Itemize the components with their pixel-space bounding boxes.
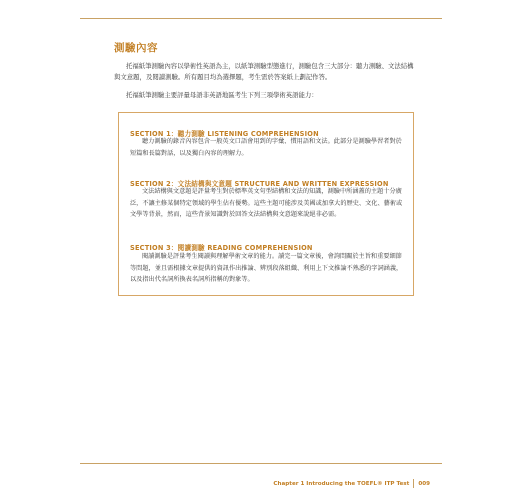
section-2-body: 文法結構與文意題是評量考生對於標準英文句型結構和文法的知識，測驗中所涵蓋的主題十分廣泛，不讓主修某個特定領域的學生佔有優勢。這些主題可能涉及美國或加拿大的歷史、文化、藝術或文學等背景，然而，這些背景知識對於回答文法結構與文意題來說絕非必需。 xyxy=(130,188,403,219)
section-2-title: SECTION 2：文法結構與文意題 STRUCTURE AND WRITTEN EXPRESSION xyxy=(130,180,389,188)
top-rule xyxy=(80,18,442,19)
footer-divider xyxy=(413,479,414,488)
footer-chapter: Chapter 1 Introducing the TOEFL® ITP Test xyxy=(273,480,410,487)
bottom-rule xyxy=(80,463,442,464)
page-footer xyxy=(270,479,430,488)
section-1-title: SECTION 1：聽力測驗 LISTENING COMPREHENSION xyxy=(130,130,319,138)
page-heading: 測驗內容 xyxy=(114,42,158,54)
intro-paragraph-2: 托福紙筆測驗主要評量母語非英語地區考生下列三項學術英語能力： xyxy=(126,91,318,99)
section-3-title: SECTION 3：閱讀測驗 READING COMPREHENSION xyxy=(130,244,313,252)
footer-page-number: 009 xyxy=(418,480,430,487)
section-3-body: 閱讀測驗是評量考生閱讀與理解學術文章的能力。讀完一篇文章後，會詢問關於主旨和重要細節等問題，並且需根據文章提供的資訊作出推論、辨別段落組織、利用上下文推論不熟悉的字詞涵義，以及指出代名詞所換表名詞所指稱的對象等。 xyxy=(130,253,403,284)
intro-paragraph: 托福紙筆測驗內容以學術性英語為主，以紙筆測驗型態進行，測驗包含三大部分：聽力測驗、文法結構與文意題，及閱讀測驗。所有題目均為選擇題，考生需於答案紙上劃記作答。 xyxy=(114,62,414,81)
section-1-body: 聽力測驗的錄音內容包含一般英文口語會用到的字彙、慣用語和文法。此部分是測驗學習者對於短篇和長篇對話，以及獨白內容的理解力。 xyxy=(130,138,402,157)
